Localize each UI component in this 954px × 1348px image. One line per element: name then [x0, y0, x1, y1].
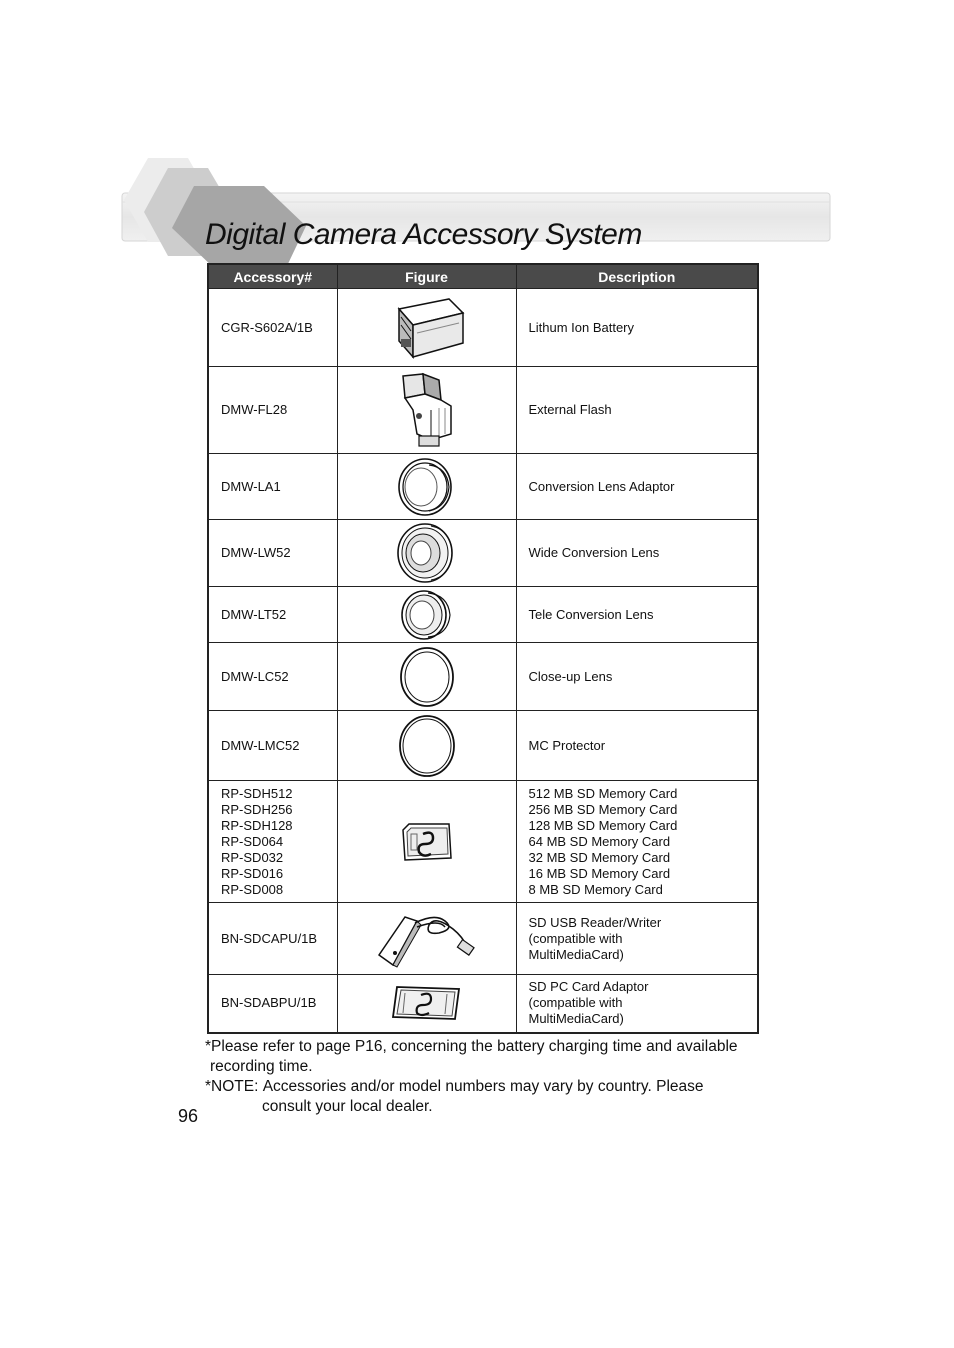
- accessory-table: [207, 263, 759, 1034]
- table-row: [208, 454, 758, 520]
- description: 32 MB SD Memory Card: [528, 849, 671, 865]
- description: Tele Conversion Lens: [516, 587, 758, 643]
- description: SD PC Card Adaptor: [528, 979, 649, 995]
- figure-cell: [337, 643, 516, 711]
- description: Wide Conversion Lens: [516, 520, 758, 587]
- battery-icon: [387, 295, 467, 361]
- figure-cell: [337, 289, 516, 367]
- mc-protector-icon: [397, 714, 457, 778]
- description: SD USB Reader/Writer: [528, 914, 662, 930]
- accessory-number: RP-SD008: [221, 881, 284, 897]
- pc-card-adaptor-icon: [391, 983, 463, 1023]
- table-row: [208, 289, 758, 367]
- table-row: [208, 711, 758, 781]
- accessory-number: BN-SDABPU/1B: [208, 975, 337, 1033]
- figure-cell: [337, 975, 516, 1033]
- table-row: [208, 903, 758, 975]
- accessory-number: DMW-LW52: [208, 520, 337, 587]
- accessory-number: RP-SDH256: [221, 801, 293, 817]
- table-row: [208, 587, 758, 643]
- figure-cell: [337, 367, 516, 454]
- description: 8 MB SD Memory Card: [528, 881, 663, 897]
- table-row: [208, 975, 758, 1033]
- figure-cell: [337, 454, 516, 520]
- table-row: [208, 781, 758, 903]
- table-row: [208, 367, 758, 454]
- note-line1: Accessories and/or model numbers may vary by country. Please: [262, 1078, 704, 1095]
- table-row: [208, 520, 758, 587]
- accessory-number: RP-SDH512: [221, 785, 293, 801]
- description: (compatible with: [528, 930, 623, 946]
- battery-note-line1: *Please refer to page P16, concerning the battery charging time and available: [205, 1038, 738, 1055]
- description: Close-up Lens: [516, 643, 758, 711]
- description: MC Protector: [516, 711, 758, 781]
- description: (compatible with: [528, 995, 623, 1011]
- accessory-number: RP-SD032: [221, 849, 284, 865]
- accessory-number: RP-SD016: [221, 865, 284, 881]
- note-line2: consult your local dealer.: [262, 1098, 433, 1115]
- description: Lithum Ion Battery: [516, 289, 758, 367]
- figure-cell: [337, 520, 516, 587]
- accessory-number: RP-SDH128: [221, 817, 293, 833]
- accessory-number: DMW-LT52: [208, 587, 337, 643]
- description: MultiMediaCard): [528, 946, 624, 962]
- accessory-number: DMW-FL28: [208, 367, 337, 454]
- accessory-number: RP-SD064: [221, 833, 284, 849]
- accessory-number: DMW-LMC52: [208, 711, 337, 781]
- description: 256 MB SD Memory Card: [528, 801, 678, 817]
- header-accessory: Accessory#: [208, 264, 337, 289]
- description: MultiMediaCard): [528, 1011, 624, 1027]
- figure-cell: [337, 587, 516, 643]
- description-list: [516, 781, 758, 903]
- wide-lens-icon: [395, 522, 459, 584]
- header-description: Description: [516, 264, 758, 289]
- description-list: [516, 903, 758, 975]
- description: 128 MB SD Memory Card: [528, 817, 678, 833]
- description: Conversion Lens Adaptor: [516, 454, 758, 520]
- note-label: *NOTE:: [205, 1078, 259, 1095]
- usb-reader-icon: [375, 909, 479, 969]
- table-row: [208, 643, 758, 711]
- accessory-number: BN-SDCAPU/1B: [208, 903, 337, 975]
- page-number: 96: [178, 1106, 199, 1126]
- tele-lens-icon: [398, 589, 456, 641]
- flash-icon: [395, 370, 459, 450]
- description: 16 MB SD Memory Card: [528, 865, 671, 881]
- description-list: [516, 975, 758, 1033]
- accessory-number-list: [208, 781, 337, 903]
- figure-cell: [337, 903, 516, 975]
- accessory-number: DMW-LC52: [208, 643, 337, 711]
- notes: [205, 1037, 765, 1117]
- figure-cell: [337, 781, 516, 903]
- page-title: Digital Camera Accessory System: [205, 218, 642, 251]
- header-figure: Figure: [337, 264, 516, 289]
- table-header-row: [208, 264, 758, 289]
- note: [205, 1077, 765, 1097]
- sd-card-icon: [399, 822, 455, 862]
- description: 512 MB SD Memory Card: [528, 785, 678, 801]
- lens-adaptor-icon: [395, 457, 459, 517]
- description: External Flash: [516, 367, 758, 454]
- closeup-lens-icon: [397, 646, 457, 708]
- description: 64 MB SD Memory Card: [528, 833, 671, 849]
- accessory-number: DMW-LA1: [208, 454, 337, 520]
- figure-cell: [337, 711, 516, 781]
- battery-note-line2: recording time.: [210, 1058, 313, 1075]
- accessory-number: CGR-S602A/1B: [208, 289, 337, 367]
